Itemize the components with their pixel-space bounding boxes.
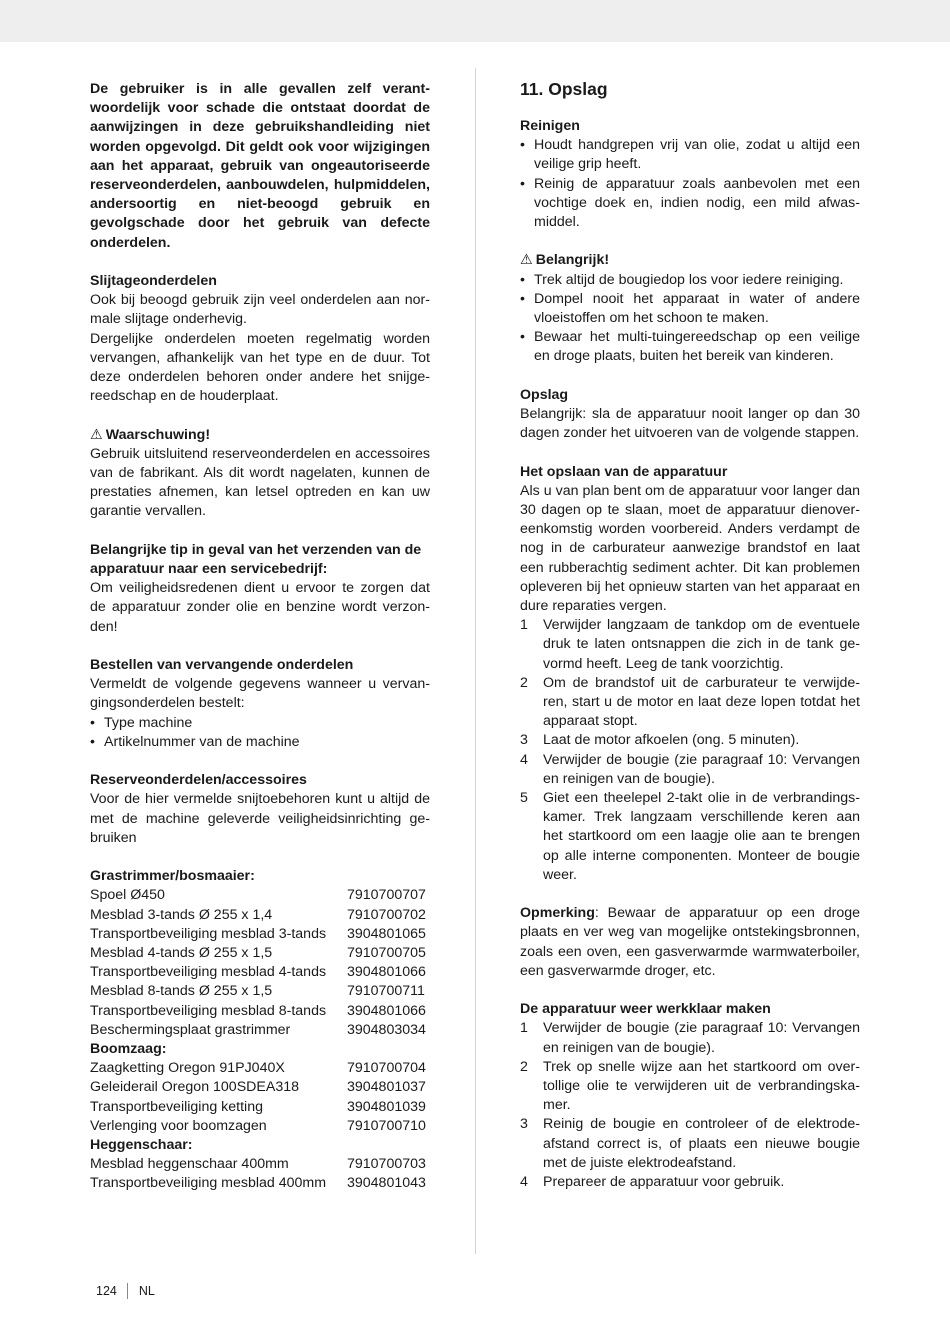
step-text: Verwijder langzaam de tankdop om de eventuele druk te laten ontsnappen die zich in de tank gevormd heeft. Leeg de tank voorzichtig. [543,617,860,672]
page-number: 124 [96,1284,117,1298]
list-item [520,731,860,750]
table-row [90,1002,430,1021]
list-item: • Dompel nooit het apparaat in water of andere vloeistoffen om het schoon te maken. [520,290,860,328]
part-name: Mesblad heggenschaar 400mm [90,1156,289,1173]
part-number: 7910700707 [347,887,426,904]
spares-text: Voor de hier vermelde snijtoebehoren kunt u altijd de met de machine geleverde veiligheidsinrichting gebruiken [90,791,430,846]
part-number: 3904801065 [347,925,426,942]
part-number: 7910700711 [347,983,425,1000]
part-name: Beschermingsplaat grastrimmer [90,1021,291,1038]
warning-heading-label: Waarschuwing! [105,426,211,443]
wear-parts-text-2: Dergelijke onderdelen moeten regelmatig worden vervangen, afhankelijk van het type en de duur. Tot deze onderdelen behoren onder andere het snijgereedschap en de houderplaat. [90,330,430,405]
table-row [90,1059,430,1078]
step-text: Trek op snelle wijze aan het startkoord om overtollige olie te verwijderen uit de verbrandingskamer. [543,1058,860,1114]
table-row [90,925,430,944]
list-item [520,674,860,732]
liability-notice: De gebruiker is in alle gevallen zelf verantwoordelijk voor schade die ontstaat doordat de aanwijzingen in deze gebruikshandleiding niet worden opgevolgd. Dit geldt ook voor wijzigingen aan het apparaat, gebruik van ongeautoriseerde reserveonderdelen, aanbouwdelen, hulpmiddelen, andersoortig en niet-beoogd gebruik en gevolgschade door het gebruik van defecte onderdelen. [90,81,430,251]
ordering-text: Vermeldt de volgende gegevens wanneer u vervangingsonderdelen bestelt: [90,676,430,712]
spares-heading: Reserveonderdelen/accessoires [90,772,307,789]
footer-divider [127,1283,128,1299]
part-name: Mesblad 3-tands Ø 255 x 1,4 [90,906,273,923]
part-name: Transportbeveiliging mesblad 400mm [90,1175,327,1192]
parts-group-title: Boomzaag: [90,1041,167,1058]
part-name: Geleiderail Oregon 100SDEA318 [90,1079,300,1096]
step-text: Om de brandstof uit de carburateur te verwijderen, start u de motor en laat deze lopen totdat het apparaat stopt. [543,674,860,730]
language-code: NL [138,1284,155,1298]
parts-group-title: Heggenschaar: [90,1137,193,1154]
step-text: Verwijder de bougie (zie paragraaf 10: Vervangen en reinigen van de bougie). [543,1020,860,1056]
list-item [520,751,860,789]
table-row [90,982,430,1001]
parts-group-title: Grastrimmer/bosmaaier: [90,868,255,885]
list-item [520,616,860,674]
step-number: 1 [520,617,528,634]
part-name: Verlenging voor boomzagen [90,1117,267,1134]
part-number: 3904801039 [347,1098,426,1115]
warning-icon: ⚠ [520,252,533,269]
part-number: 3904803034 [347,1021,426,1038]
table-row [90,1117,430,1136]
restore-steps [520,1019,860,1192]
part-name: Zaagketting Oregon 91PJ040X [90,1060,285,1077]
part-number: 7910700710 [347,1117,426,1134]
list-item: • Houdt handgrepen vrij van olie, zodat u altijd een veilige grip heeft. [520,136,860,174]
part-name: Transportbeveiliging mesblad 3-tands [90,925,327,942]
storage-heading: Opslag [520,386,569,403]
table-row [90,1155,430,1174]
part-name: Transportbeveiliging mesblad 4-tands [90,964,327,981]
table-row [90,944,430,963]
section-title: 11. Opslag [520,79,608,99]
step-number: 1 [520,1020,528,1037]
part-number: 3904801043 [347,1175,426,1192]
step-number: 4 [520,1174,528,1191]
list-item [520,1058,860,1116]
step-text: Verwijder de bougie (zie paragraaf 10: Vervangen en reinigen van de bougie). [543,751,860,787]
table-row [90,886,430,905]
shipping-heading: Belangrijke tip in geval van het verzenden van de apparatuur naar een servicebedrijf: [90,541,422,578]
page-footer [96,1283,155,1299]
cleaning-heading: Reinigen [520,118,580,134]
part-name: Mesblad 4-tands Ø 255 x 1,5 [90,945,273,962]
warning-icon: ⚠ [90,426,103,443]
warning-text: Gebruik uitsluitend reserveonderdelen en accessoires van de fabrikant. Als dit wordt nagelaten, kunnen de prestaties afnemen, kan letsel optreden en kan uw garantie vervallen. [90,445,430,520]
remark-label: Opmerking [520,905,595,922]
wear-parts-heading: Slijtageonderdelen [90,273,217,290]
list-item: • Type machine [90,714,430,733]
step-text: Reinig de bougie en controleer of de elektrodeafstand correct is, of plaats een nieuwe bougie met de juiste elektrodeafstand. [543,1116,860,1171]
right-column [520,78,860,1192]
list-item [520,1115,860,1173]
step-number: 2 [520,674,528,691]
part-number: 3904801066 [347,964,426,981]
important-heading [520,251,860,270]
important-heading-label: Belangrijk! [535,252,610,269]
important-list [520,271,860,367]
table-row [90,1098,430,1117]
ordering-list [90,714,430,752]
parts-table [90,867,430,1193]
part-number: 3904801066 [347,1002,426,1019]
part-name: Mesblad 8-tands Ø 255 x 1,5 [90,983,273,1000]
step-text: Laat de motor afkoelen (ong. 5 minuten). [543,732,800,749]
step-number: 3 [520,1116,528,1133]
remark-paragraph [520,904,860,981]
list-item: • Trek altijd de bougiedop los voor iedere reiniging. [520,271,860,290]
step-number: 4 [520,751,528,768]
table-row [90,906,430,925]
step-number: 3 [520,732,528,749]
storing-text: Als u van plan bent om de apparatuur voor langer dan 30 dagen op te slaan, moet de apparatuur dienovereenkomstig worden voorbereid. Anders verdampt de nog in de carburateur aanwezige brandstof en laat een rubberachtig sediment achter. Dit kan problemen opleveren bij het opnieuw starten van het apparaat en dure reparaties vergen. [520,482,860,615]
list-item: • Bewaar het multi-tuingereedschap op een veilige en droge plaats, buiten het bereik van kinderen. [520,328,860,366]
table-row [90,963,430,982]
step-number: 2 [520,1058,528,1075]
part-number: 7910700703 [347,1156,426,1173]
wear-parts-text-1: Ook bij beoogd gebruik zijn veel onderdelen aan normale slijtage onderhevig. [90,292,430,328]
restore-heading: De apparatuur weer werkklaar maken [520,1001,771,1018]
part-name: Transportbeveiliging ketting [90,1098,263,1115]
part-number: 7910700704 [347,1060,426,1077]
ordering-heading: Bestellen van vervangende onderdelen [90,657,354,674]
list-item: • Artikelnummer van de machine [90,733,430,752]
step-text: Giet een theelepel 2-takt olie in de verbrandingskamer. Trek langzaam verschillende keren aan het startkoord om een laagje olie aan te brengen op alle interne componenten. Monteer de bougie weer. [543,790,860,883]
table-row [90,1174,430,1193]
top-header-bar [0,0,950,42]
cleaning-list [520,136,860,232]
part-name: Spoel Ø450 [90,887,165,904]
column-divider [475,68,476,1254]
part-number: 7910700702 [347,906,426,923]
step-number: 5 [520,790,528,807]
list-item: • Reinig de apparatuur zoals aanbevolen met een vochtige doek en, indien nodig, een mild afwasmiddel. [520,175,860,233]
remark-text: : Bewaar de apparatuur op een droge plaats en ver weg van mogelijke ontstekingsbronnen, zoals een oven, een gasverwarmde warmwaterboiler, een gasverwarmde droger, etc. [520,905,860,979]
table-row [90,1021,430,1040]
list-item [520,1019,860,1057]
storing-heading: Het opslaan van de apparatuur [520,463,728,480]
step-text: Prepareer de apparatuur voor gebruik. [543,1174,785,1191]
storage-text: Belangrijk: sla de apparatuur nooit langer op dan 30 dagen zonder het uitvoeren van de volgende stappen. [520,406,860,442]
part-number: 7910700705 [347,945,426,962]
warning-heading [90,426,430,445]
shipping-text: Om veiligheidsredenen dient u ervoor te zorgen dat de apparatuur zonder olie en benzine wordt verzonden! [90,580,430,635]
storing-steps [520,616,860,885]
left-column [90,80,430,1194]
part-name: Transportbeveiliging mesblad 8-tands [90,1002,327,1019]
list-item [520,1173,860,1192]
list-item [520,789,860,885]
table-row [90,1078,430,1097]
part-number: 3904801037 [347,1079,426,1096]
